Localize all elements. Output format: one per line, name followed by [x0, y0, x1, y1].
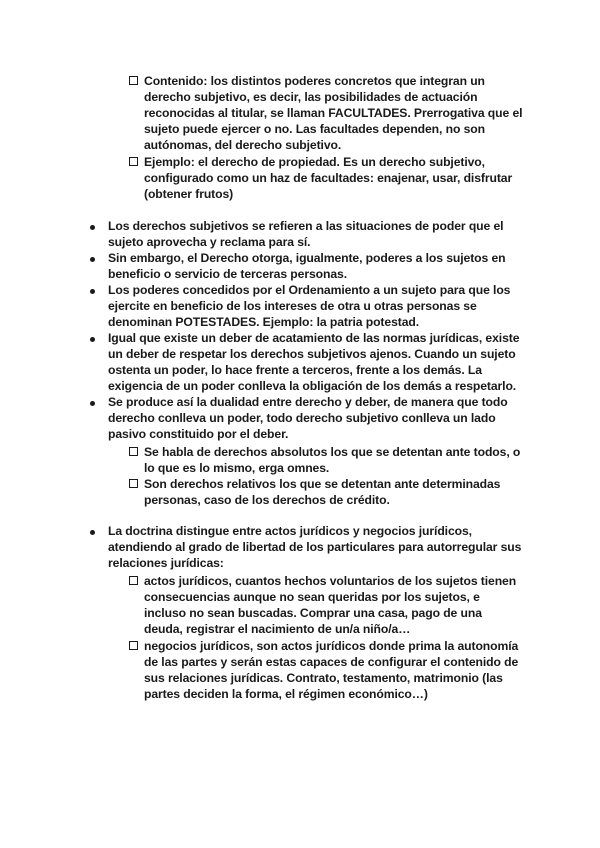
- paragraph-line: ejercite en beneficio de los intereses de otra u otras personas se: [108, 299, 477, 313]
- paragraph-line: derecho conlleva un poder, todo derecho subjetivo conlleva un lado: [108, 411, 496, 425]
- paragraph-line: reconocidas al titular, se llaman FACULTADES. Prerrogativa que el: [144, 106, 523, 120]
- bullet-dot-icon: [90, 289, 95, 294]
- paragraph-line: sujeto aprovecha y reclama para sí.: [108, 235, 311, 249]
- checkbox-square-icon: [129, 76, 138, 85]
- paragraph-line: deuda, registrar el nacimiento de un/a niño/a…: [144, 622, 411, 636]
- bullet-dot-icon: [90, 257, 95, 262]
- paragraph-line: La doctrina distingue entre actos jurídicos y negocios jurídicos,: [108, 524, 472, 538]
- paragraph-line: beneficio o servicio de terceras personas.: [108, 267, 347, 281]
- paragraph-line: pasivo constituido por el deber.: [108, 427, 289, 441]
- paragraph-line: atendiendo al grado de libertad de los particulares para autorregular sus: [108, 540, 522, 554]
- paragraph-line: Sin embargo, el Derecho otorga, igualmente, poderes a los sujetos en: [108, 251, 506, 265]
- paragraph-line: incluso no sean buscadas. Comprar una casa, pago de una: [144, 606, 482, 620]
- bullet-dot-icon: [90, 530, 95, 535]
- paragraph-line: Contenido: los distintos poderes concretos que integran un: [144, 74, 485, 88]
- paragraph-line: denominan POTESTADES. Ejemplo: la patria potestad.: [108, 315, 420, 329]
- paragraph-line: un deber de respetar los derechos subjetivos ajenos. Cuando un sujeto: [108, 347, 516, 361]
- paragraph-line: Son derechos relativos los que se detentan ante determinadas: [144, 477, 501, 491]
- paragraph-line: derecho subjetivo, es decir, las posibilidades de actuación: [144, 90, 478, 104]
- paragraph-line: Igual que existe un deber de acatamiento de las normas jurídicas, existe: [108, 331, 520, 345]
- paragraph-line: negocios jurídicos, son actos jurídicos donde prima la autonomía: [144, 639, 519, 653]
- paragraph-line: de las partes y serán estas capaces de configurar el contenido de: [144, 655, 519, 669]
- checkbox-square-icon: [129, 447, 138, 456]
- paragraph-line: consecuencias aunque no sean queridas por los sujetos, e: [144, 590, 480, 604]
- checkbox-square-icon: [129, 157, 138, 166]
- paragraph-line: exigencia de un poder conlleva la obligación de los demás a respetarlo.: [108, 379, 517, 393]
- paragraph-line: Se habla de derechos absolutos los que se detentan ante todos, o: [144, 445, 521, 459]
- paragraph-line: personas, caso de los derechos de crédito.: [144, 493, 390, 507]
- paragraph-line: sus relaciones jurídicas. Contrato, testamento, matrimonio (las: [144, 671, 503, 685]
- checkbox-square-icon: [129, 641, 138, 650]
- paragraph-line: Los poderes concedidos por el Ordenamiento a un sujeto para que los: [108, 283, 511, 297]
- bullet-dot-icon: [90, 401, 95, 406]
- paragraph-line: Los derechos subjetivos se refieren a las situaciones de poder que el: [108, 219, 504, 233]
- bullet-dot-icon: [90, 225, 95, 230]
- paragraph-line: actos jurídicos, cuantos hechos voluntarios de los sujetos tienen: [144, 574, 517, 588]
- paragraph-line: configurado como un haz de facultades: enajenar, usar, disfrutar: [144, 171, 513, 185]
- paragraph-line: lo que es lo mismo, erga omnes.: [144, 461, 330, 475]
- paragraph-line: partes deciden la forma, el régimen económico…): [144, 687, 428, 701]
- checkbox-square-icon: [129, 576, 138, 585]
- bullet-dot-icon: [90, 337, 95, 342]
- paragraph-line: (obtener frutos): [144, 187, 234, 201]
- paragraph-line: Ejemplo: el derecho de propiedad. Es un derecho subjetivo,: [144, 155, 485, 169]
- paragraph-line: autónomas, del derecho subjetivo.: [144, 138, 342, 152]
- paragraph-line: Se produce así la dualidad entre derecho y deber, de manera que todo: [108, 395, 508, 409]
- paragraph-line: relaciones jurídicas:: [108, 556, 224, 570]
- paragraph-line: sujeto puede ejercer o no. Las facultades dependen, no son: [144, 122, 485, 136]
- checkbox-square-icon: [129, 479, 138, 488]
- paragraph-line: ostenta un poder, lo hace frente a terceros, frente a los demás. La: [108, 363, 482, 377]
